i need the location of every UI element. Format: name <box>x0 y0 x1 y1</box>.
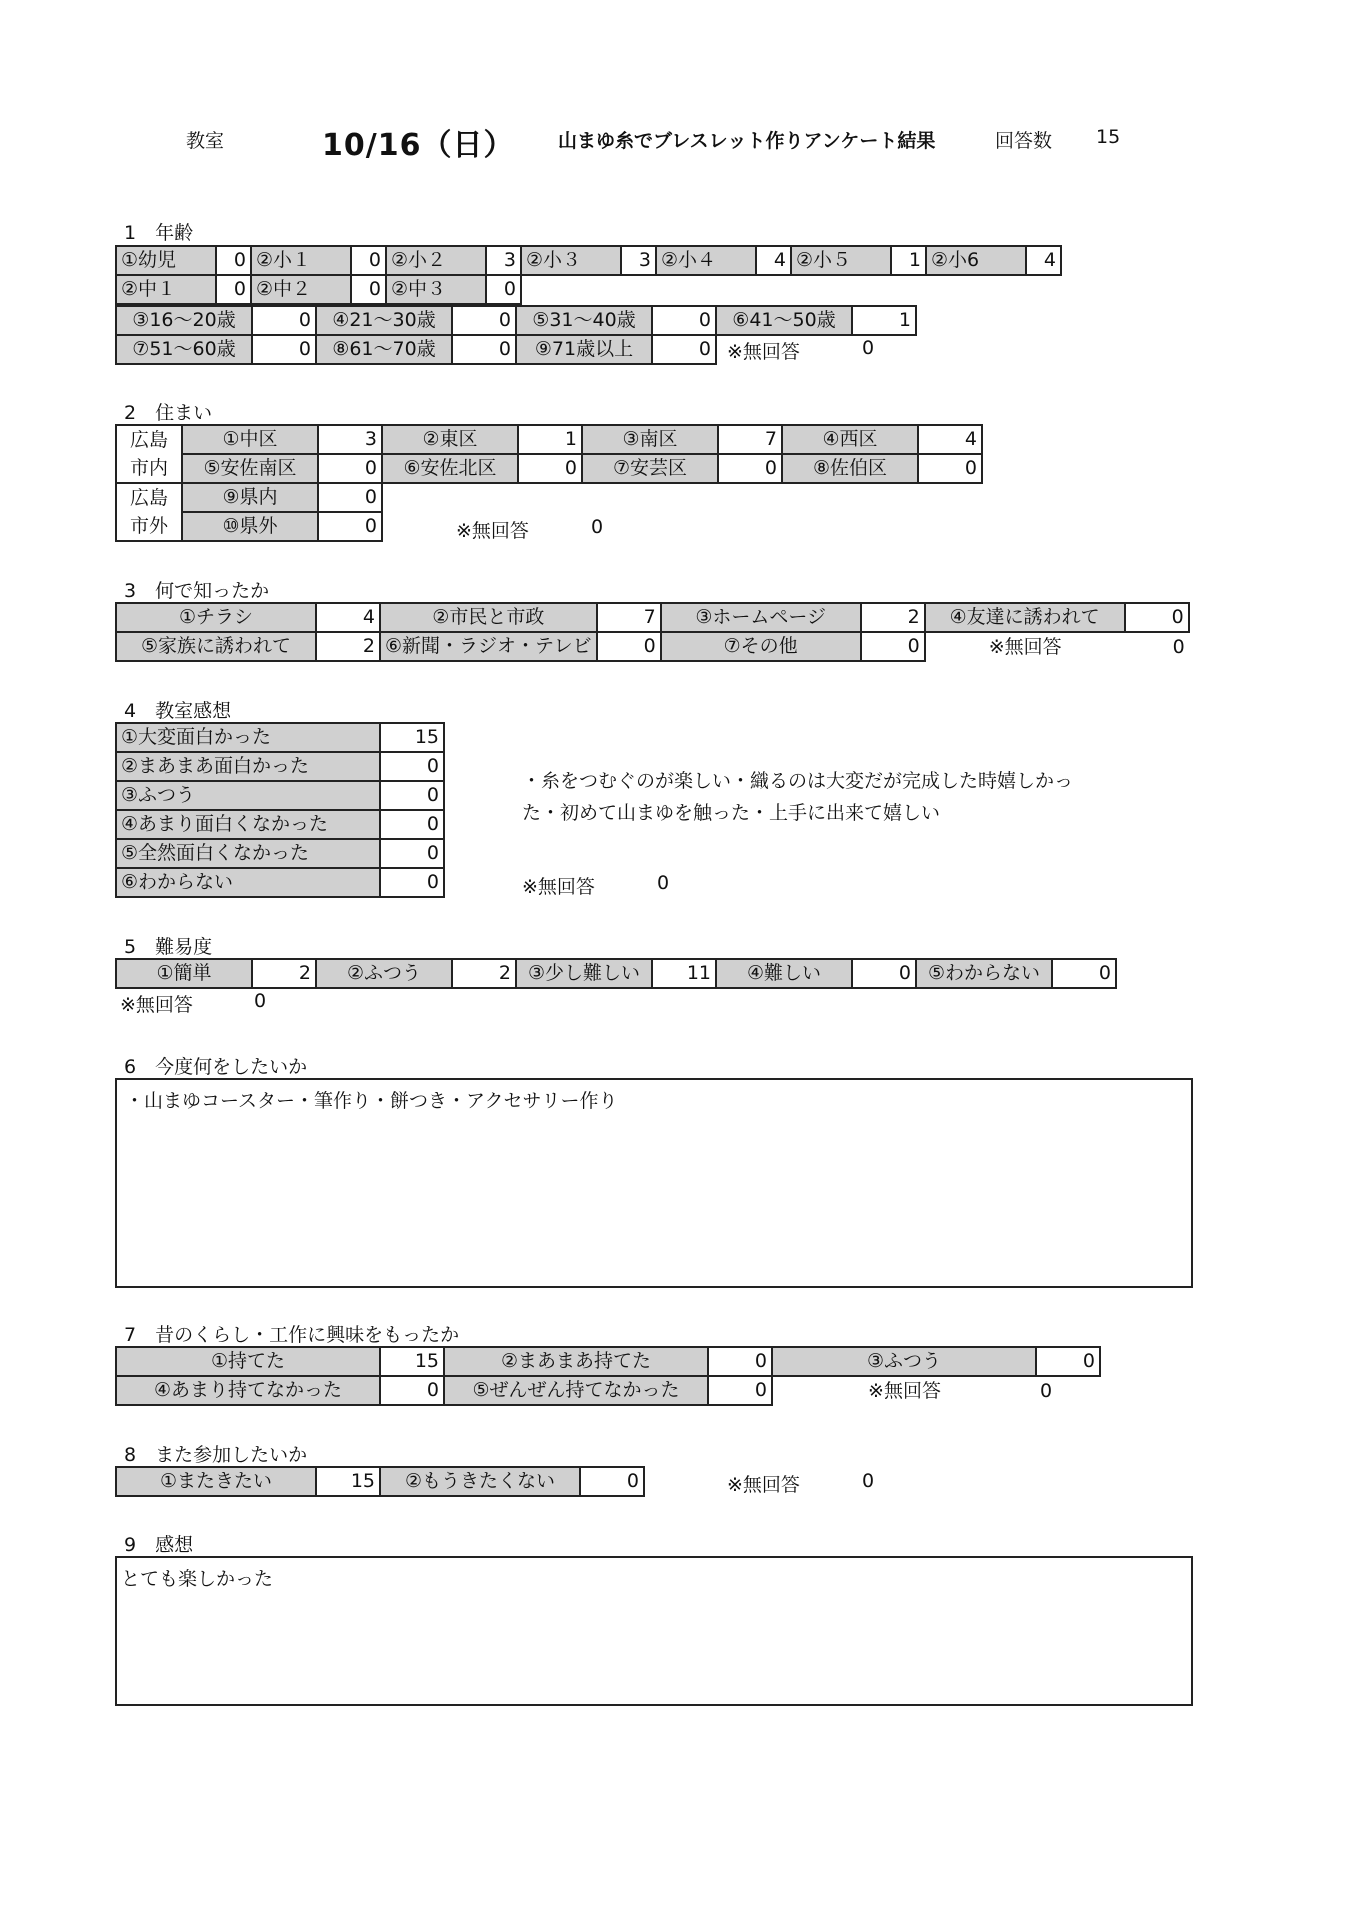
q1-age-value: 0 <box>216 275 251 304</box>
q1-age-label: ②小6 <box>926 246 1026 275</box>
q2-area-value: 0 <box>318 483 382 512</box>
q7-no-answer-label: ※無回答 <box>868 1379 941 1402</box>
q5-option-label: ③少し難しい <box>516 959 652 988</box>
q7-option-value: 0 <box>708 1347 772 1376</box>
q2-area-value: 3 <box>318 425 382 454</box>
q2-area-value: 7 <box>718 425 782 454</box>
event-date: 10/16（日） <box>322 128 515 163</box>
q1-age-label: ④21～30歳 <box>316 306 452 335</box>
q1-no-answer-label: ※無回答 <box>727 341 800 363</box>
q1-age-label: ②中１ <box>116 275 216 304</box>
q1-no-answer-value: 0 <box>862 337 875 359</box>
q9-answer-box <box>115 1556 1193 1706</box>
q4-title: 4 教室感想 <box>124 700 232 722</box>
q5-option-label: ②ふつう <box>316 959 452 988</box>
q2-area-label: ③南区 <box>582 425 718 454</box>
q4-option-value: 0 <box>380 839 444 868</box>
q4-option-label: ④あまり面白くなかった <box>116 810 380 839</box>
q8-title: 8 また参加したいか <box>124 1444 308 1466</box>
q7-table <box>115 1346 1101 1406</box>
q1-age-value: 0 <box>216 246 251 275</box>
q5-title: 5 難易度 <box>124 936 213 958</box>
q1-age-value: 3 <box>486 246 521 275</box>
q4-option-label: ⑥わからない <box>116 868 380 897</box>
q2-no-answer-label: ※無回答 <box>456 520 529 542</box>
q8-option-label: ②もうきたくない <box>380 1467 580 1496</box>
q5-option-value: 11 <box>652 959 716 988</box>
q2-area-value: 4 <box>918 425 982 454</box>
q9-title: 9 感想 <box>124 1534 194 1556</box>
q2-area-label: ⑥安佐北区 <box>382 454 518 483</box>
q3-source-value: 2 <box>861 603 925 632</box>
q1-age-label: ⑧61～70歳 <box>316 335 452 364</box>
q4-option-value: 0 <box>380 781 444 810</box>
q2-area-value: 0 <box>718 454 782 483</box>
q1-age-label: ⑥41～50歳 <box>716 306 852 335</box>
q3-source-label: ⑤家族に誘われて <box>116 632 316 661</box>
q8-no-answer-label: ※無回答 <box>727 1474 800 1496</box>
q5-table <box>115 958 1117 989</box>
q1-age-label: ⑤31～40歳 <box>516 306 652 335</box>
q5-option-value: 0 <box>852 959 916 988</box>
q4-table <box>115 722 445 898</box>
q1-age-value: 0 <box>252 335 316 364</box>
q1-age-value: 1 <box>852 306 916 335</box>
q1-title: 1 年齢 <box>124 222 194 244</box>
q7-option-value: 0 <box>708 1376 772 1405</box>
q5-option-label: ④難しい <box>716 959 852 988</box>
q4-no-answer-value: 0 <box>657 872 670 894</box>
q4-no-answer-label: ※無回答 <box>522 876 595 898</box>
q7-option-label: ②まあまあ持てた <box>444 1347 708 1376</box>
q6-answer-box <box>115 1078 1193 1288</box>
q2-area-label: ⑤安佐南区 <box>182 454 318 483</box>
q1-age-value: 0 <box>486 275 521 304</box>
q1-age-label: ②小２ <box>386 246 486 275</box>
q5-option-label: ①簡単 <box>116 959 252 988</box>
q4-option-label: ⑤全然面白くなかった <box>116 839 380 868</box>
q7-option-value: 15 <box>380 1347 444 1376</box>
q1-age-value: 0 <box>452 306 516 335</box>
q8-no-answer-value: 0 <box>862 1470 875 1492</box>
classroom-label: 教室 <box>186 130 225 152</box>
q2-area-value: 0 <box>318 454 382 483</box>
q3-no-answer-label: ※無回答 <box>988 635 1062 658</box>
q2-title: 2 住まい <box>124 402 213 424</box>
q1-age-label: ③16～20歳 <box>116 306 252 335</box>
q3-title: 3 何で知ったか <box>124 580 270 602</box>
q2-area-label: ⑧佐伯区 <box>782 454 918 483</box>
responses-count: 15 <box>1096 126 1121 148</box>
q3-source-label: ②市民と市政 <box>380 603 597 632</box>
q3-source-value: 0 <box>861 632 925 661</box>
q1-age-label: ⑦51～60歳 <box>116 335 252 364</box>
q3-source-value: 2 <box>316 632 380 661</box>
q1-age-label: ②中２ <box>251 275 351 304</box>
q5-option-value: 0 <box>1052 959 1116 988</box>
q4-comment-line1: ・糸をつむぐのが楽しい・織るのは大変だが完成した時嬉しかっ <box>522 770 1074 792</box>
q1-age-label: ②小３ <box>521 246 621 275</box>
q8-option-label: ①またきたい <box>116 1467 316 1496</box>
page-title: 山まゆ糸でブレスレット作りアンケート結果 <box>558 130 936 152</box>
q4-option-value: 0 <box>380 810 444 839</box>
q5-no-answer-label: ※無回答 <box>120 994 193 1016</box>
q8-table <box>115 1466 645 1497</box>
q8-option-value: 0 <box>580 1467 644 1496</box>
q1-age-value: 3 <box>621 246 656 275</box>
q1-age-value: 0 <box>351 246 386 275</box>
q1-age-value: 0 <box>452 335 516 364</box>
q3-source-value: 4 <box>316 603 380 632</box>
q5-option-value: 2 <box>252 959 316 988</box>
q2-area-label: ②東区 <box>382 425 518 454</box>
q7-option-label: ⑤ぜんぜん持てなかった <box>444 1376 708 1405</box>
q9-answer-text: とても楽しかった <box>121 1568 274 1590</box>
q3-source-value: 7 <box>597 603 661 632</box>
q1-age-value: 4 <box>756 246 791 275</box>
q2-group-label-hiroshima-outside: 広島 <box>116 483 182 512</box>
q3-source-label: ⑦その他 <box>661 632 861 661</box>
q3-source-label: ⑥新聞・ラジオ・テレビ <box>380 632 597 661</box>
q4-option-label: ②まあまあ面白かった <box>116 752 380 781</box>
q2-area-label: ④西区 <box>782 425 918 454</box>
q2-no-answer-value: 0 <box>591 516 604 538</box>
q2-table <box>115 424 983 542</box>
q2-area-value: 0 <box>318 512 382 541</box>
q1-age-value: 4 <box>1026 246 1061 275</box>
q1-age-value: 0 <box>652 306 716 335</box>
q2-group-label-city: 市内 <box>116 454 182 483</box>
q2-area-value: 0 <box>518 454 582 483</box>
q3-source-label: ④友達に誘われて <box>925 603 1125 632</box>
q1-age-value: 1 <box>891 246 926 275</box>
q4-option-value: 0 <box>380 752 444 781</box>
q2-area-label: ⑨県内 <box>182 483 318 512</box>
q3-source-value: 0 <box>1125 603 1189 632</box>
q3-no-answer-value: 0 <box>1172 635 1185 658</box>
q4-option-label: ①大変面白かった <box>116 723 380 752</box>
q2-area-value: 1 <box>518 425 582 454</box>
q1-age-label: ②中３ <box>386 275 486 304</box>
q3-table <box>115 602 1190 662</box>
q2-group-label-hiroshima: 広島 <box>116 425 182 454</box>
q7-option-label: ④あまり持てなかった <box>116 1376 380 1405</box>
q1-age-label: ②小１ <box>251 246 351 275</box>
q1-age-label: ②小５ <box>791 246 891 275</box>
q7-option-label: ③ふつう <box>772 1347 1036 1376</box>
q7-option-value: 0 <box>380 1376 444 1405</box>
q4-comment-line2: た・初めて山まゆを触った・上手に出来て嬉しい <box>522 802 941 824</box>
q2-area-label: ⑩県外 <box>182 512 318 541</box>
q1-age-label: ②小４ <box>656 246 756 275</box>
q4-option-value: 15 <box>380 723 444 752</box>
q1-age-value: 0 <box>351 275 386 304</box>
q6-answer-text: ・山まゆコースター・筆作り・餅つき・アクセサリー作り <box>125 1090 618 1112</box>
q7-option-value: 0 <box>1036 1347 1100 1376</box>
q2-area-label: ⑦安芸区 <box>582 454 718 483</box>
q1-age-value: 0 <box>252 306 316 335</box>
q2-area-value: 0 <box>918 454 982 483</box>
responses-label: 回答数 <box>995 130 1053 152</box>
q4-option-label: ③ふつう <box>116 781 380 810</box>
q1-age-value: 0 <box>652 335 716 364</box>
q1-table <box>115 245 1062 305</box>
q1-age-label: ①幼児 <box>116 246 216 275</box>
q3-source-label: ③ホームページ <box>661 603 861 632</box>
q2-group-label-outside: 市外 <box>116 512 182 541</box>
q8-option-value: 15 <box>316 1467 380 1496</box>
q3-source-value: 0 <box>597 632 661 661</box>
q7-title: 7 昔のくらし・工作に興味をもったか <box>124 1324 460 1346</box>
q6-title: 6 今度何をしたいか <box>124 1056 308 1078</box>
q5-option-label: ⑤わからない <box>916 959 1052 988</box>
q5-no-answer-value: 0 <box>254 990 267 1012</box>
q7-no-answer-value: 0 <box>1040 1379 1053 1402</box>
q1-age-label: ⑨71歳以上 <box>516 335 652 364</box>
q3-source-label: ①チラシ <box>116 603 316 632</box>
q4-option-value: 0 <box>380 868 444 897</box>
q2-area-label: ①中区 <box>182 425 318 454</box>
q7-option-label: ①持てた <box>116 1347 380 1376</box>
q5-option-value: 2 <box>452 959 516 988</box>
